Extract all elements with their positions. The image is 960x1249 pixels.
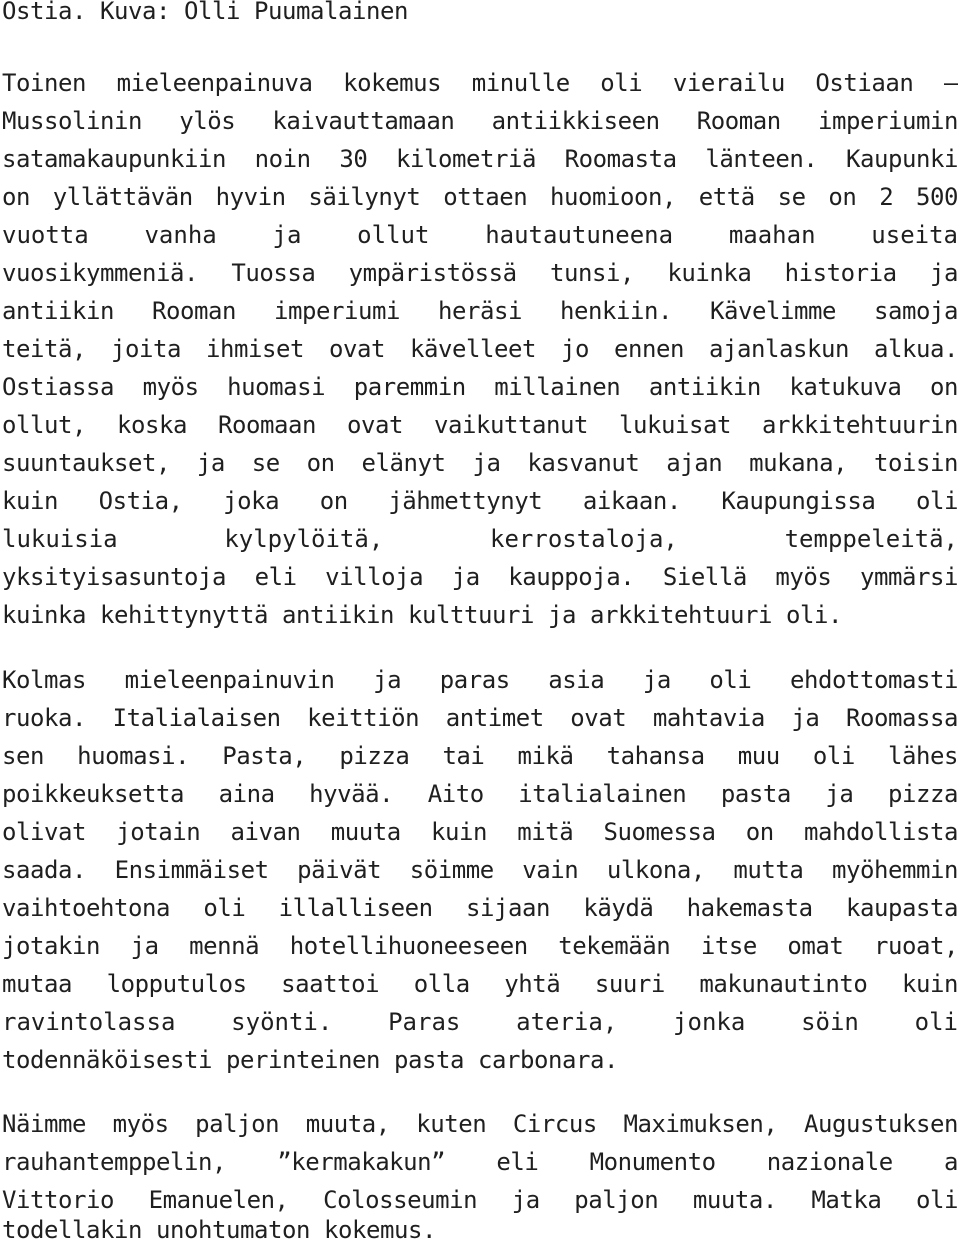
paragraph-1-line-4: on yllättävän hyvin säilynyt ottaen huomioon, että se on 2 500 (2, 183, 958, 211)
paragraph-3-line-4: todellakin unohtumaton kokemus. (2, 1216, 436, 1244)
paragraph-2-line-7: vaihtoehtona oli illalliseen sijaan käydä hakemasta kaupasta (2, 894, 958, 922)
paragraph-1-line-12: kuin Ostia, joka on jähmettynyt aikaan. Kaupungissa oli (2, 487, 958, 515)
paragraph-1-line-1: Toinen mieleenpainuva kokemus minulle oli vierailu Ostiaan – (2, 69, 958, 97)
paragraph-2-line-3: sen huomasi. Pasta, pizza tai mikä tahansa muu oli lähes (2, 742, 958, 770)
paragraph-1-line-11: suuntaukset, ja se on elänyt ja kasvanut ajan mukana, toisin (2, 449, 958, 477)
paragraph-2-line-6: saada. Ensimmäiset päivät söimme vain ulkona, mutta myöhemmin (2, 856, 958, 884)
photo-caption: Ostia. Kuva: Olli Puumalainen (2, 0, 408, 25)
paragraph-3-line-1: Näimme myös paljon muuta, kuten Circus Maximuksen, Augustuksen (2, 1110, 958, 1138)
paragraph-1-line-13: lukuisia kylpylöitä, kerrostaloja, temppeleitä, (2, 525, 958, 553)
paragraph-1-line-2: Mussolinin ylös kaivauttamaan antiikkiseen Rooman imperiumin (2, 107, 958, 135)
paragraph-1-line-7: antiikin Rooman imperiumi heräsi henkiin. Kävelimme samoja (2, 297, 958, 325)
paragraph-2-line-5: olivat jotain aivan muuta kuin mitä Suomessa on mahdollista (2, 818, 958, 846)
paragraph-1-line-9: Ostiassa myös huomasi paremmin millainen antiikin katukuva on (2, 373, 958, 401)
paragraph-2-line-11: todennäköisesti perinteinen pasta carbonara. (2, 1046, 618, 1074)
paragraph-2-line-2: ruoka. Italialaisen keittiön antimet ovat mahtavia ja Roomassa (2, 704, 958, 732)
paragraph-1-line-5: vuotta vanha ja ollut hautautuneena maahan useita (2, 221, 958, 249)
paragraph-2-line-10: ravintolassa syönti. Paras ateria, jonka söin oli (2, 1008, 958, 1036)
paragraph-2-line-1: Kolmas mieleenpainuvin ja paras asia ja oli ehdottomasti (2, 666, 958, 694)
paragraph-2-line-8: jotakin ja mennä hotellihuoneeseen tekemään itse omat ruoat, (2, 932, 958, 960)
paragraph-3-line-3: Vittorio Emanuelen, Colosseumin ja paljon muuta. Matka oli (2, 1186, 958, 1214)
paragraph-1-line-14: yksityisasuntoja eli villoja ja kauppoja. Siellä myös ymmärsi (2, 563, 958, 591)
paragraph-2-line-4: poikkeuksetta aina hyvää. Aito italialainen pasta ja pizza (2, 780, 958, 808)
paragraph-3-line-2: rauhantemppelin, ”kermakakun” eli Monumento nazionale a (2, 1148, 958, 1176)
paragraph-1-line-15: kuinka kehittynyttä antiikin kulttuuri ja arkkitehtuuri oli. (2, 601, 842, 629)
paragraph-1-line-6: vuosikymmeniä. Tuossa ympäristössä tunsi, kuinka historia ja (2, 259, 958, 287)
paragraph-1-line-8: teitä, joita ihmiset ovat kävelleet jo ennen ajanlaskun alkua. (2, 335, 958, 363)
paragraph-1-line-3: satamakaupunkiin noin 30 kilometriä Roomasta länteen. Kaupunki (2, 145, 958, 173)
paragraph-2-line-9: mutaa lopputulos saattoi olla yhtä suuri makunautinto kuin (2, 970, 958, 998)
paragraph-1-line-10: ollut, koska Roomaan ovat vaikuttanut lukuisat arkkitehtuurin (2, 411, 958, 439)
